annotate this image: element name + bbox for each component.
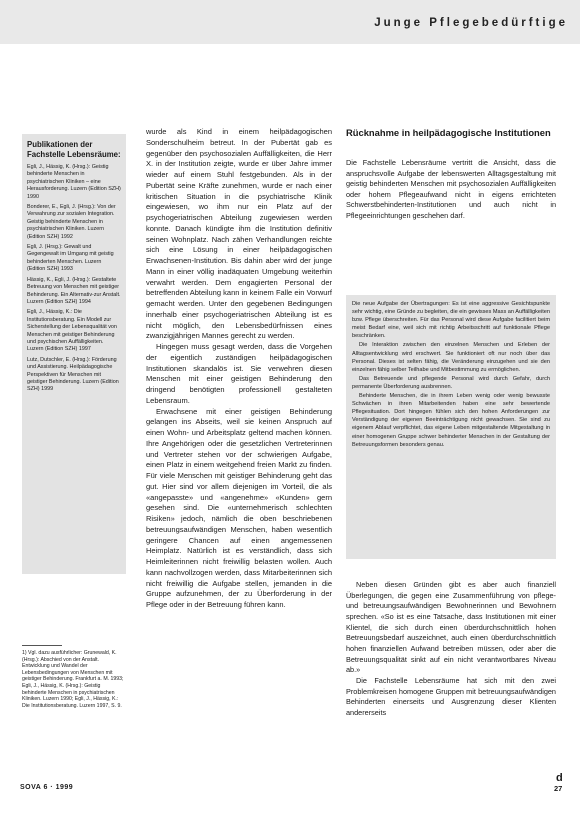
section-intro xyxy=(346,158,556,248)
body-paragraph: Die Fachstelle Lebensräume hat sich mit den zwei Problemkreisen homogene Gruppen mit betreuungsaufwändigen Behinderten einerseits und Ausgrenzung dieser Klienten andererseits xyxy=(346,675,556,717)
body-paragraph: Hingegen muss gesagt werden, dass die Vorgehen der eigentlich zuständigen heilpädagogischen Institutionen skandalös ist. Sie verwehren diesen Menschen mit einer geistigen Behinderung den dringend benötigten professionell gestalteten Lebensraum. xyxy=(146,342,332,405)
publication-entry: Egli, J., Hässig, K.: Die Institutionsberatung. Ein Modell zur Sicherstellung der Lebensqualität von Menschen mit geistiger Behinderung und psychischen Auffälligkeiten. Luzern (Edition SZH) 1997 xyxy=(27,309,117,353)
sidebar-title: Publikationen der Fachstelle Lebensräume: xyxy=(27,140,121,159)
body-paragraph: wurde als Kind in einem heilpädagogischen Sonderschulheim betreut. In der Pubertät gab es gegenüber den psychosozialen Auffälligkeiten, die Herr X. in der Institution zeigte, wurde er über Jahre immer wieder auf einem Stuhl festgebunden. Als in der Pubertät seine Kräfte zunehmen, wurde er nach einer kritischen Situation in die psychiatrische Klinik eingewiesen, wo ihm nur ein Platz auf der psychogeriatrischen Abteilung zugewiesen werden konnte. Danach kündigte ihm die Institution definitiv seinen Wohnplatz. Nach zähen Verhandlungen reichte sich eine Lösung in einer heilpädagogischen Erwachsenen-Institution. Bis dahin aber wird der junge Mann in einer völlig inadäquaten Umgebung weiterhin verwahrt werden. Dem engagierten Personal der betreffenden Abteilung kann in keinem Falle ein Vorwurf gemacht werden. Unter den gegebenen Bedingungen innerhalb einer psychogeriatrischen Abteilung ist es nicht möglich, den Lebensbedürfnissen eines zwanzigjährigen Mannes gerecht zu werden. xyxy=(146,127,332,341)
page-number: 27 xyxy=(554,784,563,793)
body-paragraph: Neben diesen Gründen gibt es aber auch finanziell Überlegungen, die gegen eine Zusammenführung von pflege- und betreuungsaufwändigen Bewohnerinnen und Bewohnern sprechen. «So ist es eine Tatsache, dass Institutionen mit einer Klientel, die sich durch einen überdurchschnittlich hohen Betreuungsbedarf auszeichnet, auch einen überdurchschnittlich hohen finanziellen Aufwand betreiben müssen, oder aber die Betreuungsqualität sinkt auf ein nicht verantwortbares Niveau ab.» xyxy=(346,580,556,675)
quote-paragraph: Das Betreuende und pflegende Personal wird durch Gefahr, durch permanente Überforderung ausbrennen. xyxy=(352,375,550,390)
footnote: 1) Vgl. dazu ausführlicher: Grunewald, K. (Hrsg.): Abschied von der Anstalt. Entwicklung und Wandel der Lebensbedingungen von Menschen mit geistiger Behinderung. Frankfurt a. M. 1993; Egli, J., Hässig, K. (Hrsg.): Geistig behinderte Menschen in psychiatrischen Kliniken. Luzern 1990; Egli, J., Hässig, K.: Die Institutionsberatung. Luzern 1997, S. 9. xyxy=(22,650,124,709)
header-title: Junge Pflegebedürftige xyxy=(374,17,568,29)
quote-box xyxy=(346,295,556,559)
footer-journal-issue: SOVA 6 · 1999 xyxy=(20,784,74,791)
quote-paragraph: Die neue Aufgabe der Übertragungen: Es ist eine aggressive Gesichtspunkte sehr wichtig, eine Gründe zu begleiten, die ein gewisses Mass an Auffälligkeiten bzw. Pflege überschreiten. Für das Personal wird diese Aufgabe facilitiert beim meist Bedarf eine, weil sich mit richtig Arbeitsschritt auf funktionale Pflege beschränken. xyxy=(352,301,550,340)
publication-entry: Egli, J., Hässig, K. (Hrsg.): Geistig behinderte Menschen in psychiatrischen Kliniken – eine Herausforderung. Luzern (Edition SZH) 1990 xyxy=(27,164,121,200)
section-heading: Rücknahme in heilpädagogische Institutionen xyxy=(346,127,551,138)
body-paragraph: Die Fachstelle Lebensräume vertritt die Ansicht, dass die anspruchsvolle Aufgabe der lebenswerten Alltagsgestaltung mit geistig behinderten Menschen mit psychosozialen Auffälligkeiten oder hohem Pflegeaufwand nicht in eigens errichteten Schwerstbehinderten-Institutionen und auch nicht in Pflegeeinrichtungen geschehen darf. xyxy=(346,158,556,220)
middle-column-text xyxy=(146,127,332,775)
publication-entry: Bonderer, E., Egli, J. (Hrsg.): Von der Verwahrung zur sozialen Integration. Geistig behinderte Menschen in psychiatrischen Kliniken. Luzern (Edition SZH) 1992 xyxy=(27,204,116,240)
running-header xyxy=(0,0,580,44)
footnote-divider xyxy=(22,645,62,646)
right-column-text xyxy=(346,580,556,780)
quote-paragraph: Behinderte Menschen, die in ihrem Leben wenig oder wenig bewusste Schwächen in ihren Mitarbeitenden haben eine sehr bewertende Pflegesituation. Dort hingegen fühlen sich den hohen Anforderungen zur Verständigung der eigenen Beeinträchtigung nicht gewachsen. Sie sind zu eigenem Ablauf verpflichtet, das eigene Leben mitgestaltende Mitgestaltung in einer homogenen Gruppe schwer behinderter Menschen in der Gestaltung der Betreuungsformen besonders genau. xyxy=(352,393,550,448)
body-paragraph: Erwachsene mit einer geistigen Behinderung gelangen ins Abseits, weil sie keinen Anspruch auf einen Wohn- und Arbeitsplatz geltend machen können. Ihre Angehörigen oder die gesetzlichen Vertreterinnen und Vertreter stehen vor der schwierigen Aufgabe, einen Platz in einem weitgehend freien Markt zu finden. Für viele Menschen mit geistiger Behinderung geht das gut. Hier sind vor allem diejenigen im Vorteil, die als «angepasste» und «angenehme» «Kunden» gern gesehen sind. Die «unternehmerisch schlechten Risiken» jedoch, nämlich die oben beschriebenen betreuungsaufwändigen Menschen, haben wesentlich geringere Chancen auf einen angemessenen Heimplatz. Natürlich ist es verständlich, dass sich Heimleiterinnen nicht freiwillig belasten wollen. Auch kann nachvollzogen werden, dass Mitarbeiterinnen sich nicht freiwillig die Aufgabe stellen, jemanden in die Gruppe aufzunehmen, der zu Überforderung in der Pflege oder in der Betreuung führen kann. xyxy=(146,406,332,609)
publication-entry: Egli, J. (Hrsg.): Gewalt und Gegengewalt im Umgang mit geistig behinderten Menschen. Luzern (Edition SZH) 1993 xyxy=(27,244,114,273)
publication-entry: Hässig, K., Egli, J. (Hrsg.): Gestaltete Betreuung von Menschen mit geistiger Behinderung. Ein Alternativ-zur Anstalt. Luzern (Edition SZH) 1994 xyxy=(27,276,121,305)
publication-entry: Lutz, Dutschler, E. (Hrsg.): Förderung und Assistierung. Heilpädagogische Perspektiven für Menschen mit geistiger Behinderung. Luzern (Edition SZH) 1999 xyxy=(27,356,119,393)
quote-paragraph: Die Interaktion zwischen den einzelnen Menschen und Erleben der Alltagsentwicklung wird erschwert. Sie funktioniert oft nur noch über das Personal. Dieses ist selten fähig, die Veränderung einzugehen und sie den einzelnen fähig selber Teilhabe und Mitbestimmung zu ermöglichen. xyxy=(352,342,550,373)
publications-sidebar xyxy=(22,134,126,574)
end-mark: d xyxy=(556,772,563,784)
